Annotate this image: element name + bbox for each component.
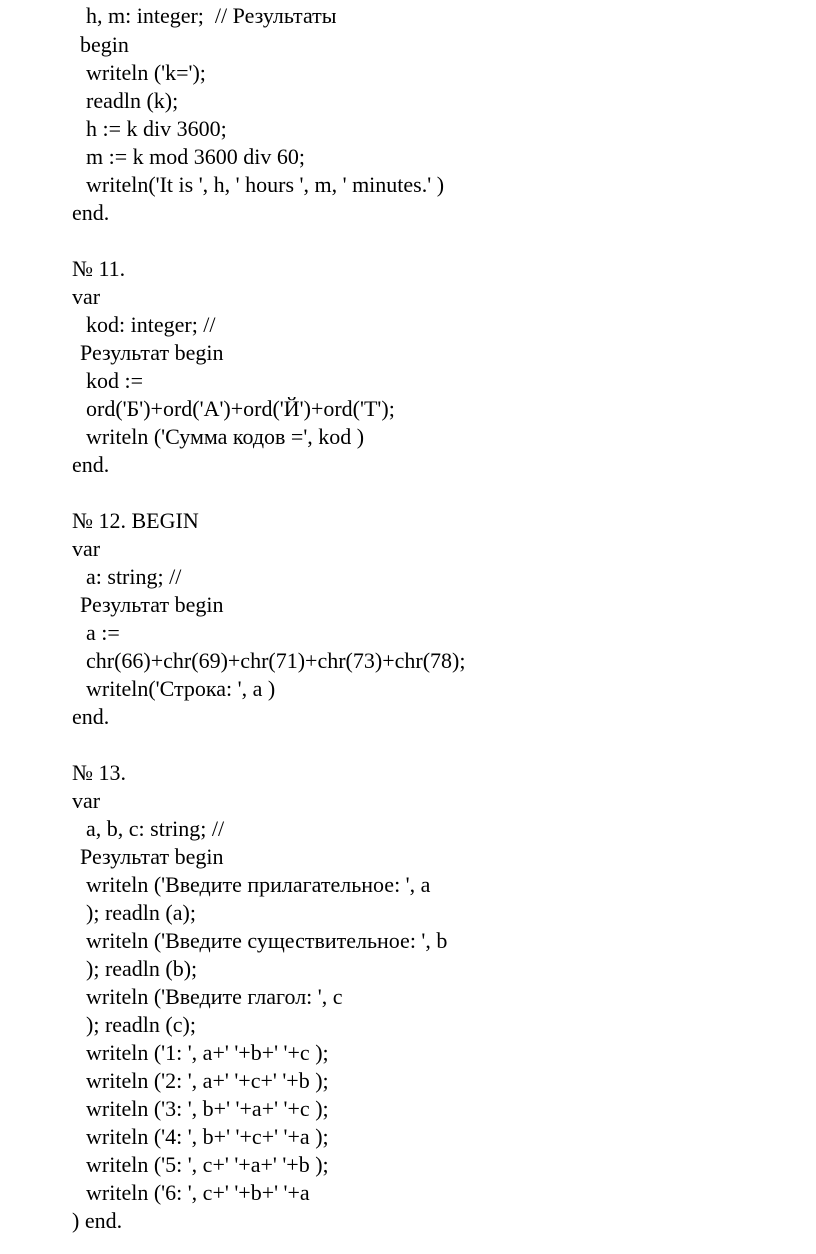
code-line: a: string; // [86,564,182,589]
code-line: Результат begin [80,592,224,617]
code-line: h := k div 3600; [86,116,227,141]
code-line: writeln ('5: ', c+' '+a+' '+b ); [86,1152,329,1177]
section-heading: № 12. BEGIN [72,508,199,533]
code-line: kod: integer; // [86,312,216,337]
code-line: writeln ('6: ', c+' '+b+' '+a [86,1180,310,1205]
code-line: chr(66)+chr(69)+chr(71)+chr(73)+chr(78); [86,648,466,673]
code-line: ); readln (c); [86,1012,196,1037]
code-line: end. [72,452,110,477]
code-line: end. [72,200,110,225]
code-line: writeln ('1: ', a+' '+b+' '+c ); [86,1040,329,1065]
section-heading: № 11. [72,256,126,281]
code-line: a := [86,620,120,645]
code-line: Результат begin [80,844,224,869]
code-line: writeln ('k='); [86,60,206,85]
code-line: readln (k); [86,88,179,113]
code-line: a, b, c: string; // [86,816,225,841]
code-line: writeln ('4: ', b+' '+c+' '+a ); [86,1124,329,1149]
code-line: writeln ('2: ', a+' '+c+' '+b ); [86,1068,329,1093]
code-line: ord('Б')+ord('А')+ord('Й')+ord('Т'); [86,396,395,421]
code-line: var [72,284,101,309]
code-line: writeln ('Сумма кодов =', kod ) [86,424,365,449]
code-line: writeln ('Введите существительное: ', b [86,928,448,953]
code-line: var [72,788,101,813]
code-line: writeln ('Введите глагол: ', c [86,984,343,1009]
code-line: writeln ('3: ', b+' '+a+' '+c ); [86,1096,329,1121]
code-line: kod := [86,368,144,393]
code-line: m := k mod 3600 div 60; [86,144,305,169]
code-line: var [72,536,101,561]
code-line: writeln ('Введите прилагательное: ', a [86,872,431,897]
section-heading: № 13. [72,760,126,785]
code-line: end. [72,704,110,729]
code-line: h, m: integer; // Результаты [86,3,337,28]
code-line: ); readln (b); [86,956,198,981]
code-line: Результат begin [80,340,224,365]
code-line: ); readln (a); [86,900,196,925]
code-line: ) end. [72,1208,123,1233]
code-line: writeln('Строка: ', a ) [86,676,276,701]
code-line: writeln('It is ', h, ' hours ', m, ' minutes.' ) [86,172,445,197]
code-line: begin [80,32,129,57]
